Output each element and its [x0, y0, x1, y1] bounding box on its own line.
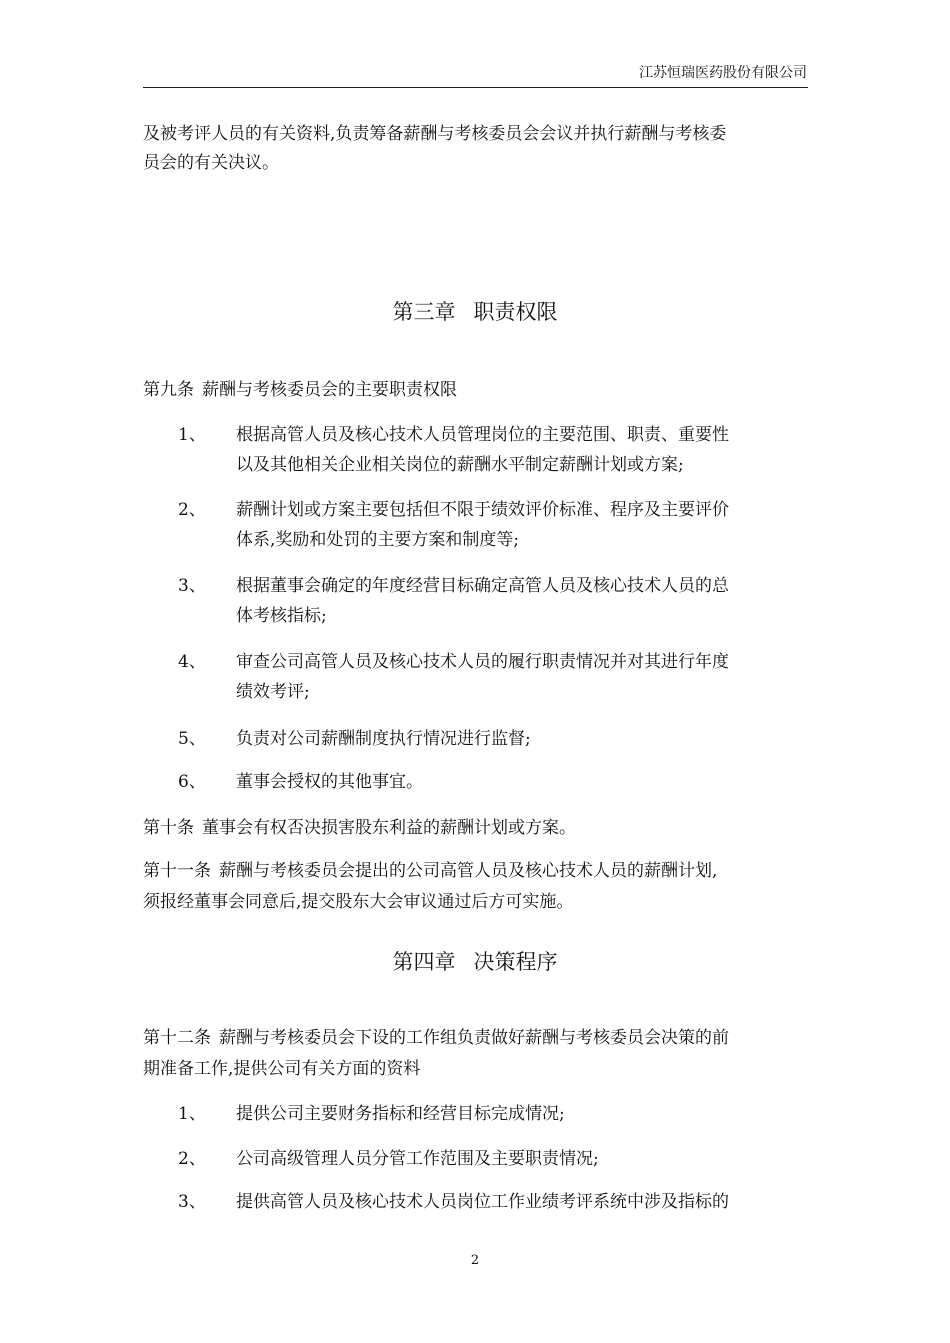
article-label: 第十条 [143, 818, 194, 838]
article-label: 第十二条 [143, 1028, 211, 1048]
article-10 [143, 817, 576, 839]
article-text: 薪酬与考核委员会的主要职责权限 [202, 380, 457, 400]
list-item-number: 1、 [178, 1104, 206, 1124]
article-12-line-1 [143, 1027, 729, 1049]
list-item-number: 6、 [178, 772, 206, 792]
list-item-line: 审查公司高管人员及核心技术人员的履行职责情况并对其进行年度 [236, 652, 729, 672]
article-9-heading [143, 379, 457, 401]
chapter-4-heading [0, 949, 950, 975]
page-header-company: 江苏恒瑞医药股份有限公司 [639, 65, 807, 81]
article-12-line-2: 期准备工作,提供公司有关方面的资料 [143, 1059, 421, 1079]
list-item-line: 提供高管人员及核心技术人员岗位工作业绩考评系统中涉及指标的 [236, 1192, 729, 1212]
list-item-line: 公司高级管理人员分管工作范围及主要职责情况; [236, 1149, 599, 1169]
article-text: 薪酬与考核委员会下设的工作组负责做好薪酬与考核委员会决策的前 [219, 1028, 729, 1048]
list-item-line: 体系,奖励和处罚的主要方案和制度等; [236, 530, 520, 550]
chapter-3-heading [0, 299, 950, 325]
list-item-number: 2、 [178, 500, 206, 520]
intro-line-2: 员会的有关决议。 [143, 153, 279, 173]
list-item-line: 绩效考评; [236, 682, 310, 702]
intro-line-1: 及被考评人员的有关资料,负责筹备薪酬与考核委员会会议并执行薪酬与考核委 [143, 124, 727, 144]
list-item-line: 体考核指标; [236, 606, 327, 626]
list-item-line: 根据高管人员及核心技术人员管理岗位的主要范围、职责、重要性 [236, 425, 729, 445]
list-item-number: 2、 [178, 1149, 206, 1169]
chapter-title: 决策程序 [473, 950, 558, 974]
list-item-line: 根据董事会确定的年度经营目标确定高管人员及核心技术人员的总 [236, 576, 729, 596]
list-item-line: 董事会授权的其他事宜。 [236, 772, 423, 792]
list-item-number: 3、 [178, 1192, 206, 1212]
list-item-number: 4、 [178, 652, 206, 672]
article-text: 薪酬与考核委员会提出的公司高管人员及核心技术人员的薪酬计划, [219, 861, 718, 881]
chapter-title: 职责权限 [473, 300, 558, 324]
article-label: 第九条 [143, 380, 194, 400]
article-11-line-2: 须报经董事会同意后,提交股东大会审议通过后方可实施。 [143, 892, 574, 912]
chapter-number: 第四章 [392, 950, 456, 974]
list-item-number: 1、 [178, 425, 206, 445]
article-text: 董事会有权否决损害股东利益的薪酬计划或方案。 [202, 818, 576, 838]
article-label: 第十一条 [143, 861, 211, 881]
list-item-line: 薪酬计划或方案主要包括但不限于绩效评价标准、程序及主要评价 [236, 500, 729, 520]
list-item-number: 3、 [178, 576, 206, 596]
chapter-number: 第三章 [392, 300, 456, 324]
list-item-line: 以及其他相关企业相关岗位的薪酬水平制定薪酬计划或方案; [236, 455, 684, 475]
list-item-line: 提供公司主要财务指标和经营目标完成情况; [236, 1104, 565, 1124]
list-item-number: 5、 [178, 729, 206, 749]
header-divider [143, 87, 808, 88]
article-11-line-1 [143, 860, 717, 882]
page-number: 2 [470, 1253, 480, 1268]
list-item-line: 负责对公司薪酬制度执行情况进行监督; [236, 729, 531, 749]
